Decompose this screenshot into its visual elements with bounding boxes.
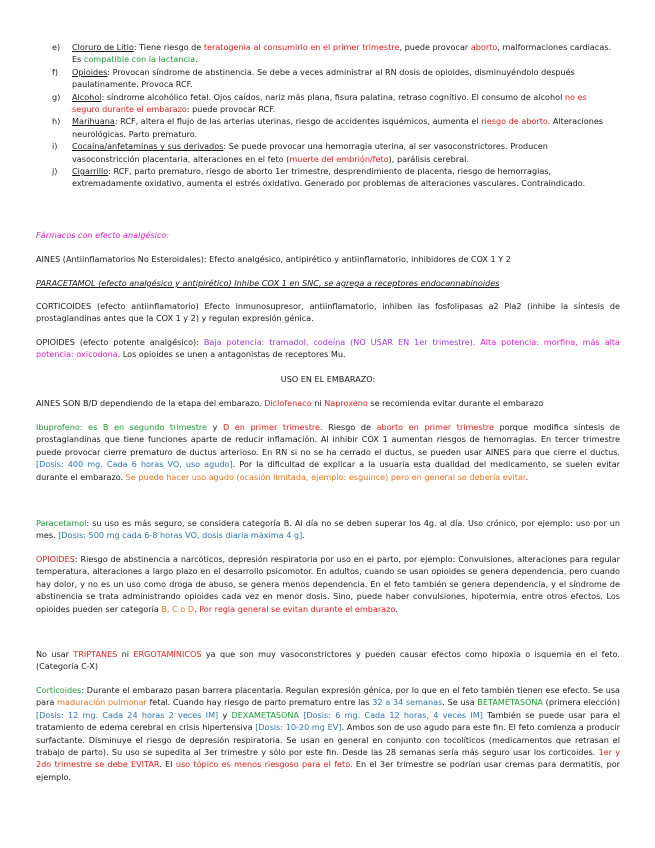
text-run: [Dosis: 6 mg. Cada 12 horas, 4 veces IM] bbox=[303, 709, 483, 720]
substance-term: Cloruro de Litio bbox=[72, 42, 134, 52]
text-run: 32 a 34 semanas bbox=[372, 697, 443, 708]
text-run: , malformaciones cardiacas. Es bbox=[72, 42, 612, 65]
text-run: No usar bbox=[36, 649, 74, 659]
list-item bbox=[52, 165, 612, 190]
list-marker: g) bbox=[52, 91, 61, 102]
text-run: Paracetamol bbox=[36, 518, 87, 528]
text-run: y bbox=[207, 422, 223, 432]
list-item-text bbox=[72, 91, 612, 116]
list-item bbox=[52, 66, 612, 91]
substance-term: Cocaína/anfetaminas y sus derivados bbox=[72, 141, 224, 152]
substance-term: Alcohol bbox=[72, 91, 102, 102]
corticoides-paragraph bbox=[36, 684, 620, 783]
substance-term: Opioides bbox=[72, 66, 108, 77]
text-run: (primera elección) bbox=[542, 697, 621, 708]
text-run: ni bbox=[311, 398, 325, 408]
list-item-text bbox=[72, 66, 612, 91]
text-run: muerte del embrión/feto bbox=[289, 153, 389, 164]
text-run: BETAMETASONA bbox=[477, 697, 543, 708]
list-marker: j) bbox=[52, 166, 58, 177]
text-run: : Durante el embarazo pasan barrera placentaria. Regulan expresión génica, por lo que en el feto también tienen ese efecto. Se usa para bbox=[36, 685, 620, 708]
text-run: : RCF, altera el flujo de las arterias uterinas, riesgo de accidentes isquémicos, aumenta el bbox=[114, 116, 482, 127]
text-run: [Dosis: 400 mg. Cada 6 horas VO, uso agudo] bbox=[36, 459, 233, 470]
text-run: Los opioides se unen a antagonistas de receptores Mu. bbox=[120, 349, 346, 360]
text-run: , puede provocar bbox=[399, 42, 471, 52]
text-run: . El bbox=[159, 759, 176, 770]
text-run: . Ambos son de uso agudo para este fin. El feto comienza a producir surfactante. Disminuye el riesgo de depresión respiratoria. Se usan en general en conjunto con tocolíticos (medicamentos que retrasan el trabajo de parto). Su uso se supedita al 3er trimestre y sólo por este fin. Desde las 28 semanas sería más seguro usar los corticoides. bbox=[36, 722, 620, 758]
text-run: . Por la dificultad de explicar a la usuaria esta dualidad del medicamento, se suelen evitar durante el embarazo. bbox=[36, 459, 620, 482]
opioides-definition bbox=[36, 336, 620, 361]
substance-term: Cigarrillo bbox=[72, 166, 109, 177]
text-run: 1er y 2do trimestre se debe EVITAR bbox=[36, 747, 620, 770]
text-run: uso tópico es menos riesgoso para el feto bbox=[175, 759, 351, 770]
text-run: [Dosis: 12 mg. Cada 24 horas 2 veces IM] bbox=[36, 709, 219, 720]
text-run: : puede provocar RCF. bbox=[186, 104, 276, 115]
text-run: AINES SON B/D dependiendo de la etapa del embarazo. bbox=[36, 398, 265, 408]
paracetamol-definition: PARACETAMOL (efecto analgésico y antipirético) Inhibe COX 1 en SNC, se agrega a receptores endocannabinoides bbox=[36, 278, 500, 288]
text-run: y bbox=[218, 709, 232, 720]
text-run: se recomienda evitar durante el embarazo bbox=[367, 398, 544, 408]
substance-term: Marihuana bbox=[72, 116, 115, 127]
text-run: . bbox=[395, 603, 398, 614]
text-run: Alta potencia: morfina, más alta potencia: oxicodona. bbox=[36, 337, 621, 360]
text-run: . Alteraciones neurológicas. Parto prematuro. bbox=[72, 116, 604, 139]
text-run: OPIOIDES bbox=[36, 554, 75, 564]
text-run: . Riesgo de bbox=[320, 422, 377, 432]
list-item-text bbox=[72, 115, 612, 140]
text-run: TRIPTANES bbox=[73, 649, 118, 659]
text-run: aborto bbox=[470, 42, 498, 52]
text-run: Se puede hacer uso agudo (ocasión limitada, ejemplo: esguince) pero en general se debería evitar bbox=[125, 471, 526, 482]
text-run: . bbox=[302, 530, 305, 541]
list-item bbox=[52, 91, 612, 116]
corticoides-definition: CORTICOIDES (efecto antiinflamatorio) Efecto inmunosupresor, antiinflamatorio, inhiben las fosfolipasas a2 Pla2 (inhibe la síntesis de prostaglandinas antes que la COX 1 y 2) y regulan expresión génica. bbox=[36, 301, 620, 324]
text-run: . bbox=[195, 54, 198, 65]
text-run: fetal. Cuando hay riesgo de parto prematuro entre las bbox=[146, 697, 373, 708]
substance-list bbox=[52, 41, 612, 190]
text-run: teratogenia al consumirlo en el primer trimestre bbox=[203, 42, 400, 52]
text-run: maduración pulmonar bbox=[57, 697, 147, 708]
text-run: : Tiene riesgo de bbox=[133, 42, 204, 52]
text-run: compatible con la lactancia bbox=[83, 54, 196, 65]
text-run: . bbox=[194, 603, 200, 614]
text-run: . bbox=[525, 471, 529, 482]
text-run: : su uso es más seguro, se considera categoría B. Al día no se deben superar los 4g. al día. Uso crónico, por ejemplo: uso por un mes. bbox=[36, 518, 620, 541]
text-run: OPIOIDES (efecto potente analgésico): bbox=[36, 337, 204, 347]
list-marker: h) bbox=[52, 116, 61, 127]
paracetamol-paragraph bbox=[36, 517, 620, 542]
list-item-text bbox=[72, 41, 612, 66]
text-run: porque modifica síntesis de prostaglandinas que tiene funciones aparte de reducir inflamación. Al inhibir COX 1 aumentan riesgos de hemorragias. En tercer trimestre puede provocar cierre prematuro de ductus arterioso. En RN si no se ha cerrado el ductus, se pueden usar AINES para que cierre el ductus. bbox=[36, 422, 620, 457]
text-run: ), parálisis cerebral. bbox=[388, 153, 469, 164]
text-run: ni bbox=[117, 649, 134, 659]
aines-definition: AINES (Antiinflamatorios No Esteroidales): Efecto analgésico, antipirético y antiinflamatorio, inhibidores de COX 1 Y 2 bbox=[36, 254, 511, 264]
triptanes-paragraph bbox=[36, 648, 620, 673]
list-marker: i) bbox=[52, 141, 58, 152]
text-run: ERGOTAMÍNICOS bbox=[133, 649, 202, 659]
text-run: B, C o D bbox=[161, 603, 195, 614]
text-run: no es seguro durante el embarazo bbox=[72, 91, 587, 115]
text-run: : Se puede provocar una hemorragia uterina, al ser vasoconstrictores. Producen vasoconstricción placentaria, alteraciones en el feto ( bbox=[72, 141, 548, 164]
list-item bbox=[52, 140, 612, 165]
text-run: riesgo de aborto bbox=[481, 116, 548, 127]
text-run: DEXAMETASONA bbox=[231, 709, 299, 720]
text-run: Baja potencia: tramadol, codeína (NO USAR EN 1er trimestre). bbox=[203, 337, 476, 347]
text-run: [Dosis: 500 mg cada 6-8 horas VO, dosis diaria máxima 4 g] bbox=[58, 530, 303, 541]
list-item-text bbox=[72, 140, 612, 165]
list-item-text bbox=[72, 165, 612, 190]
list-marker: e) bbox=[52, 42, 61, 52]
text-run: Diclofenaco bbox=[264, 398, 312, 408]
list-item bbox=[52, 41, 612, 66]
aines-pregnancy-category bbox=[36, 397, 620, 409]
text-run: Corticoides bbox=[36, 685, 82, 695]
text-run: . Se usa bbox=[442, 697, 478, 708]
text-run: : síndrome alcohólico fetal. Ojos caídos, nariz más plana, fisura palatina, retraso cognitivo. El consumo de alcohol bbox=[101, 91, 565, 102]
text-run: ya que son muy vasoconstrictores y pueden causar efectos como hipoxia o isquemia en el feto. (Categoría C-X) bbox=[36, 649, 620, 672]
pregnancy-use-title: USO EN EL EMBARAZO: bbox=[280, 374, 376, 384]
section-heading: Fármacos con efecto analgésico: bbox=[36, 230, 170, 240]
text-run: [Dosis: 10-20 mg EV] bbox=[255, 722, 342, 733]
text-run: . En el 3er trimestre se podrían usar cremas para dermatitis, por ejemplo. bbox=[36, 759, 620, 782]
opioides-paragraph bbox=[36, 553, 620, 615]
ibuprofeno-paragraph bbox=[36, 421, 620, 483]
text-run: : Provocan síndrome de abstinencia. Se debe a veces administrar al RN dosis de opioides, disminuyéndolo después paulatinamente. Provoca RCF. bbox=[72, 66, 575, 90]
text-run: También se puede usar para el tratamiento de edema cerebral en crisis hipertensiva bbox=[36, 709, 621, 733]
list-marker: f) bbox=[52, 66, 59, 77]
list-item bbox=[52, 115, 612, 140]
text-run: aborto en primer trimestre bbox=[376, 422, 494, 432]
text-run: Por regla general se evitan durante el embarazo bbox=[199, 603, 396, 614]
text-run: : RCF, parto prematuro, riesgo de aborto 1er trimestre, desprendimiento de placenta, riesgo de hemorragias, extremadamente oxidativo, aumenta el estrés oxidativo. Generado por problemas de alteraciones vasculares. Contraindicado. bbox=[72, 166, 586, 189]
text-run: : Riesgo de abstinencia a narcóticos, depresión respiratoria por uso en el parto, por ejemplo: Convulsiones, alteraciones para regular temperatura, alteraciones a largo plazo en el desarrollo psicomotor. En adultos, cuando se usan opioides se genera dependencia, pero cuando hay dolor, y no es un uso como droga de abuso, se genera menos dependencia. En el feto también se genera dependencia, y el síndrome de abstinencia se trata administrando opioides cada vez en menor dosis. Sino, puede haber convulsiones, hipotermia, entre otros efectos. Los opioides pueden ser categoría bbox=[36, 554, 620, 614]
text-run: D en primer trimestre bbox=[222, 422, 321, 432]
text-run: Naproxeno bbox=[324, 398, 368, 408]
text-run: Ibuprofeno: es B en segundo trimestre bbox=[36, 422, 208, 432]
